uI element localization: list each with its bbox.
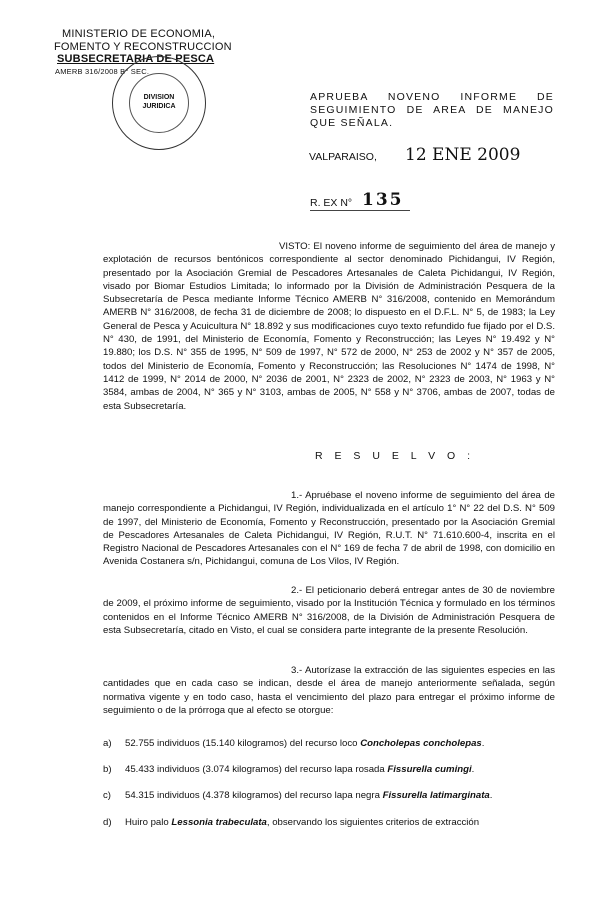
header-ministry-line2: FOMENTO Y RECONSTRUCCION xyxy=(54,41,232,53)
visto-text: El noveno informe de seguimiento del área de manejo y explotación de recursos bentónicos correspondiente al sector denominado Pichidangui, IV Región, presentado por la Asociación Gremial de Pescadores Artesanales de Caleta Pichidangui, IV Región, visado por Biomar Estudios Limitada; lo informado por la División de Administración Pesquera de la Subsecretaría de Pesca mediante Informe Técnico AMERB N° 316/2008, contenido en Memorándum AMERB N° 316/2008, de fecha 31 de diciembre de 2008; lo dispuesto en el D.F.L. N° 5, de 1983; la Ley General de Pesca y Acuicultura N° 18.892 y sus modificaciones cuyo texto refundido fue fijado por el D.S. N° 430, de 1991, del Ministerio de Economía, Fomento y Reconstrucción; las Leyes N° 19.492 y N° 19.880; los D.S. N° 355 de 1995, N° 509 de 1997, N° 572 de 2000, N° 253 de 2002 y N° 357 de 2005, todos del Ministerio de Economía, Fomento y Reconstrucción; las Resoluciones N° 1474 de 1998, N° 1412 de 1999, N° 2014 de 2000, N° 2036 de 2001, N° 2323 de 2002, N° 2323 de 2003, N° 1963 y N° 3584, ambas de 2004, N° 365 y N° 3103, ambas de 2005, N° 558 y N° 3706, ambas de 2007, todas de esta Subsecretaría. xyxy=(103,241,555,412)
article-1-number: 1.- xyxy=(291,490,303,501)
item-species: Lessonia trabeculata xyxy=(171,817,267,828)
resolution-number: 135 xyxy=(362,190,404,210)
article-2-number: 2.- xyxy=(291,585,303,596)
item-letter: d) xyxy=(103,817,112,828)
item-letter: a) xyxy=(103,738,112,749)
article-3-paragraph xyxy=(103,664,555,717)
resolution-subject: APRUEBA NOVENO INFORME DE SEGUIMIENTO DE AREA DE MANEJO QUE SEÑALA. xyxy=(310,91,554,129)
division-juridica-stamp xyxy=(112,56,206,150)
item-letter: b) xyxy=(103,764,112,775)
article-1-text: Apruébase el noveno informe de seguimiento del área de manejo correspondiente a Pichidangui, IV Región, individualizada en el artículo 1° N° 22 del D.S. N° 509 de 1997, del Ministerio de Economía, Fomento y Reconstrucción, presentado por la Asociación Gremial de Pescadores Artesanales de Caleta Pichidangui, IV Región, R.U.T. N° 71.610.600-4, inscrita en el Registro Nacional de Pescadores Artesanales con el N° 169 de fecha 7 de abril de 1998, con domicilio en Avenida Costanera s/n, Pichidangui, comuna de Los Vilos, IV Región. xyxy=(103,490,555,568)
place-city: VALPARAISO, xyxy=(309,151,377,163)
article-3-number: 3.- xyxy=(291,665,303,676)
item-text: 54.315 individuos (4.378 kilogramos) del recurso lapa negra xyxy=(125,790,380,801)
item-end: . xyxy=(471,764,475,775)
visto-label: VISTO: xyxy=(279,241,311,252)
article-3-text: Autorízase la extracción de las siguientes especies en las cantidades que en cada caso se indican, desde el área de manejo anteriormente señalada, según normativa vigente y en todo caso, hasta el vencimiento del plazo para entregar el próximo informe de seguimiento o de la prórroga que al efecto se otorgue: xyxy=(103,665,555,716)
article-1-paragraph xyxy=(103,489,555,569)
header-reference: AMERB 316/2008 B° SEC. xyxy=(55,67,150,76)
item-species: Concholepas concholepas xyxy=(360,738,482,749)
article-2-text: El peticionario deberá entregar antes de 30 de noviembre de 2009, el próximo informe de seguimiento, visado por la Institución Técnica y formulado en los términos contenidos en el Informe Técnico AMERB N° 316/2008, de la División de Administración Pesquera de esta Subsecretaría, citado en Visto, el cual se considera parte integrante de la presente Resolución. xyxy=(103,585,555,636)
resolution-number-underline xyxy=(310,210,410,211)
header-subsecretaria: SUBSECRETARIA DE PESCA xyxy=(57,53,215,65)
visto-paragraph xyxy=(103,240,555,413)
header-ministry-line1: MINISTERIO DE ECONOMIA, xyxy=(62,28,216,40)
article-2-paragraph xyxy=(103,584,555,637)
extraction-item-d xyxy=(103,816,563,829)
extraction-item-b xyxy=(103,763,563,776)
stamp-center-text: DIVISION JURIDICA xyxy=(142,94,176,110)
place-date: 12 ENE 2009 xyxy=(405,145,521,165)
item-text: 52.755 individuos (15.140 kilogramos) del recurso loco xyxy=(125,738,358,749)
item-species: Fissurella latimarginata xyxy=(382,790,490,801)
extraction-item-a xyxy=(103,737,563,750)
item-text: Huiro palo xyxy=(125,817,169,828)
item-text: 45.433 individuos (3.074 kilogramos) del recurso lapa rosada xyxy=(125,764,385,775)
item-end: , observando los siguientes criterios de extracción xyxy=(266,817,480,828)
resuelvo-heading: R E S U E L V O : xyxy=(315,450,475,462)
item-end: . xyxy=(481,738,485,749)
resolution-prefix: R. EX N° xyxy=(310,197,353,209)
extraction-item-c xyxy=(103,789,563,802)
item-letter: c) xyxy=(103,790,111,801)
item-end: . xyxy=(489,790,493,801)
item-species: Fissurella cumingi xyxy=(387,764,472,775)
